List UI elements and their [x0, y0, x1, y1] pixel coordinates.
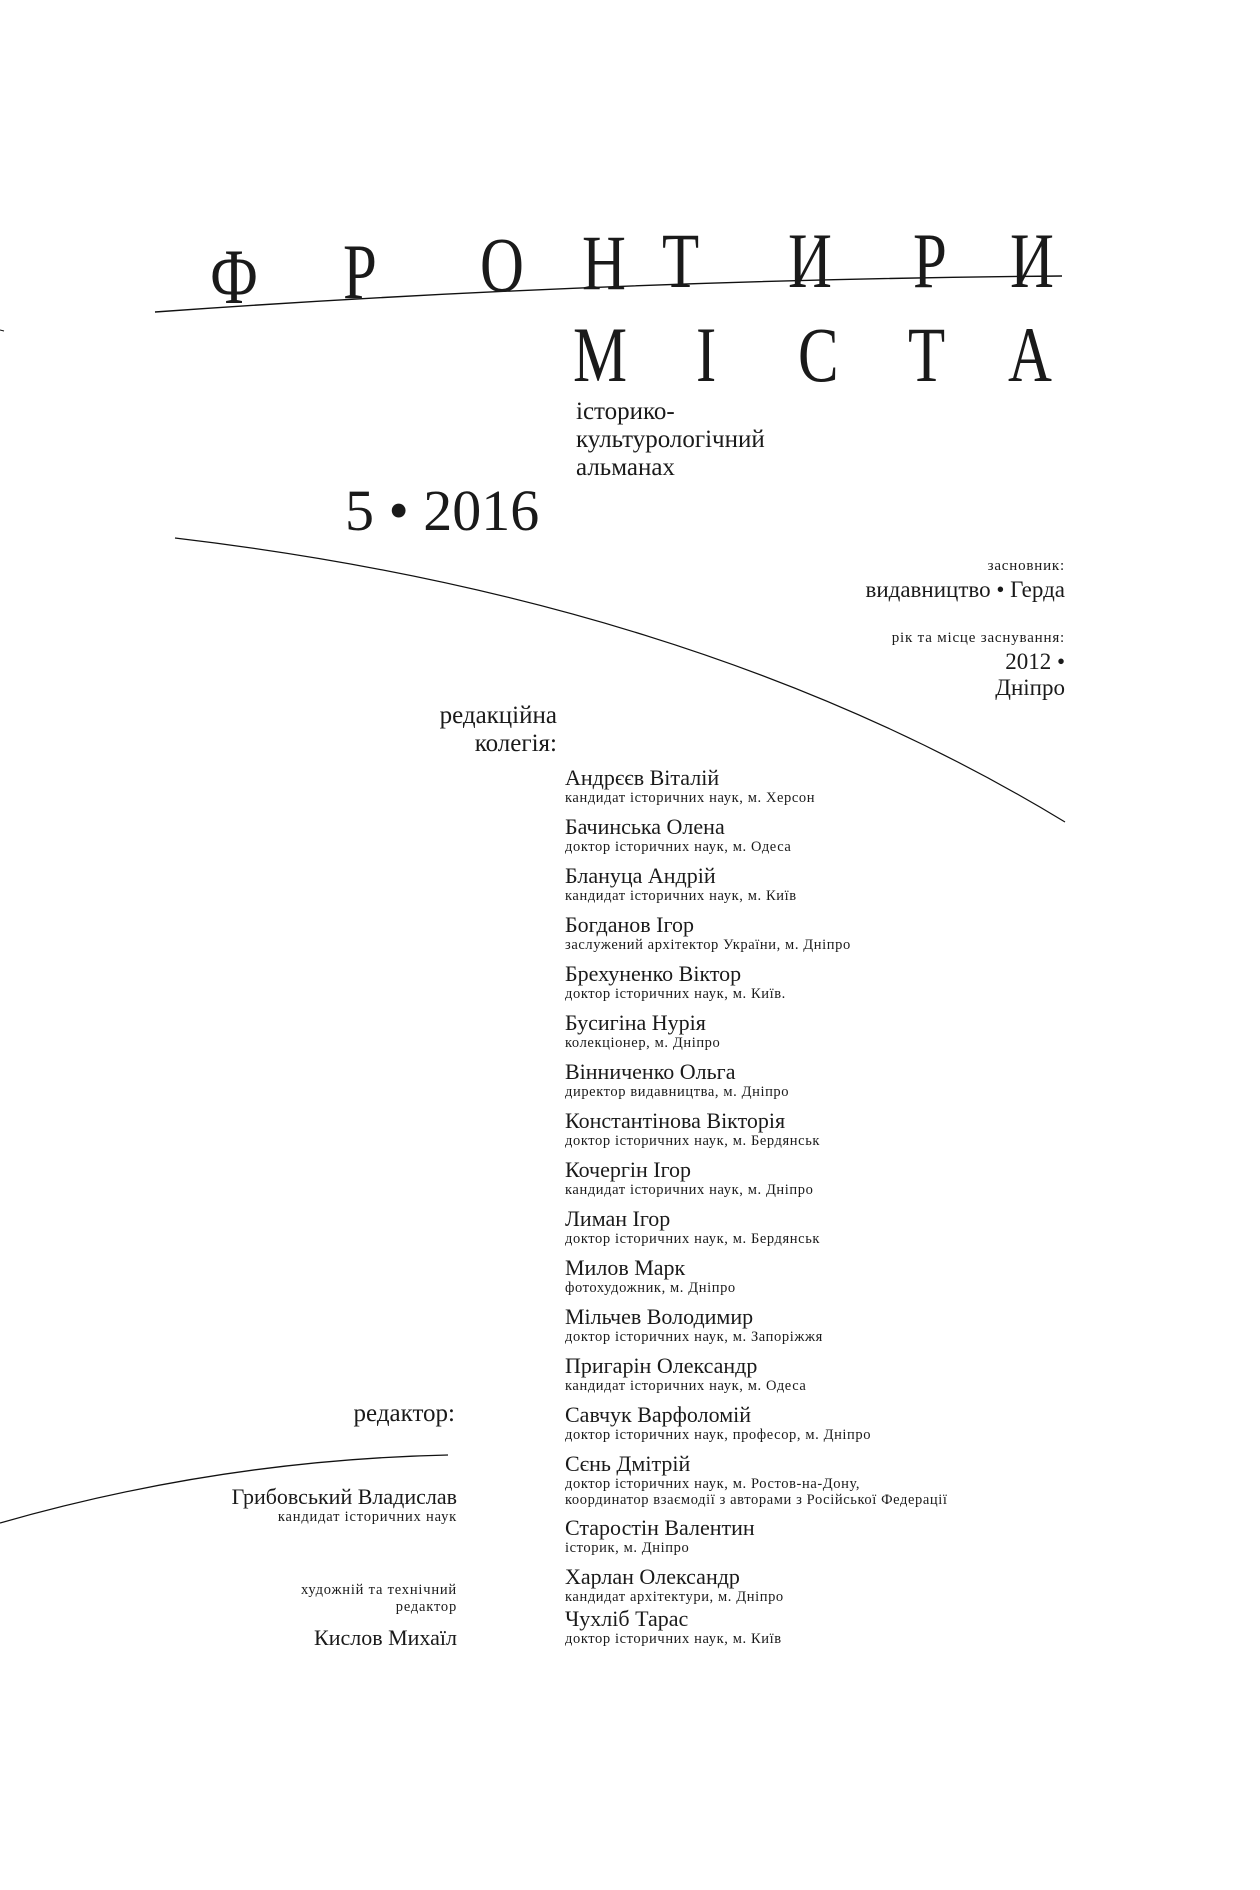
member-name: Вінниченко Ольга: [565, 1059, 736, 1084]
editorial-board-label: [440, 702, 557, 758]
list-item: [565, 1109, 1125, 1158]
member-name: Константінова Вікторія: [565, 1108, 786, 1133]
member-name: Милов Марк: [565, 1255, 686, 1280]
title-letter: С: [798, 311, 839, 398]
member-desc: доктор історичних наук, м. Бердянськ: [565, 1231, 821, 1247]
founder-block: [865, 558, 1065, 603]
established-label: рік та місце заснування:: [891, 630, 1065, 646]
member-desc: доктор історичних наук, м. Київ: [565, 1631, 782, 1647]
member-name: Андрєєв Віталій: [565, 765, 720, 790]
list-item: [565, 1607, 1125, 1656]
member-desc: доктор історичних наук, м. Запоріжжя: [565, 1329, 823, 1345]
established-block: [892, 630, 1065, 701]
member-name: Пригарін Олександр: [565, 1353, 758, 1378]
title-letter: Р: [913, 217, 947, 304]
member-desc: доктор історичних наук, м. Одеса: [565, 839, 792, 855]
member-name: Брехуненко Віктор: [565, 961, 742, 986]
title-letter: И: [1010, 217, 1054, 304]
art-editor-block: [301, 1582, 457, 1650]
member-desc: колекціонер, м. Дніпро: [565, 1035, 721, 1051]
art-editor-label-line: художній та технічний: [300, 1582, 457, 1598]
editor-name: Грибовський Владислав: [231, 1484, 457, 1509]
list-item: [565, 815, 1125, 864]
member-desc: заслужений архітектор України, м. Дніпро: [565, 937, 851, 953]
member-desc: доктор історичних наук, м. Бердянськ: [565, 1133, 821, 1149]
member-name: Чухліб Тарас: [565, 1606, 689, 1631]
title-letter: И: [788, 217, 832, 304]
art-editor-name: Кислов Михаїл: [314, 1625, 457, 1650]
list-item: [565, 864, 1125, 913]
title-letter: І: [696, 311, 717, 398]
established-city: Дніпро: [995, 675, 1065, 700]
subtitle-line: культурологічний: [576, 426, 765, 453]
list-item: [565, 1305, 1125, 1354]
subtitle-line: історико-: [576, 398, 675, 425]
title-letter: Р: [343, 228, 377, 315]
member-desc: доктор історичних наук, м. Київ.: [565, 986, 786, 1002]
title-letter: М: [573, 311, 628, 398]
editor-block: [232, 1485, 457, 1525]
list-item: [565, 766, 1125, 815]
member-desc: кандидат історичних наук, м. Київ: [565, 888, 797, 904]
title-letter: А: [1008, 311, 1052, 398]
art-editor-label-line: редактор: [395, 1599, 457, 1615]
member-name: Мільчев Володимир: [565, 1304, 754, 1329]
list-item: [565, 1403, 1125, 1452]
editorial-board-label-line: колегія:: [474, 730, 557, 757]
list-item: [565, 1207, 1125, 1256]
title-letter: Н: [582, 219, 626, 306]
subtitle: [576, 398, 765, 482]
member-name: Бачинська Олена: [565, 814, 725, 839]
member-desc: кандидат історичних наук, м. Дніпро: [565, 1182, 814, 1198]
title-letter: О: [480, 221, 524, 308]
member-desc: директор видавництва, м. Дніпро: [565, 1084, 790, 1100]
editor-desc: кандидат історичних наук: [277, 1509, 457, 1525]
established-year: 2012 •: [1005, 649, 1065, 674]
member-desc: доктор історичних наук, м. Ростов-на-Дону,: [565, 1476, 861, 1492]
list-item: [565, 913, 1125, 962]
list-item: [565, 1452, 1125, 1516]
founder-value: видавництво • Герда: [865, 577, 1065, 602]
member-desc: фотохудожник, м. Дніпро: [565, 1280, 736, 1296]
title-line-2: [573, 311, 1073, 398]
subtitle-line: альманах: [576, 454, 675, 481]
list-item: [565, 962, 1125, 1011]
member-name: Старостін Валентин: [565, 1515, 755, 1540]
member-desc: кандидат історичних наук, м. Одеса: [565, 1378, 807, 1394]
member-name: Кочергін Ігор: [565, 1157, 692, 1182]
list-item: [565, 1565, 1125, 1607]
list-item: [565, 1354, 1125, 1403]
member-desc: координатор взаємодії з авторами з Російської Федерації: [565, 1492, 948, 1508]
margin-tick: [0, 330, 4, 331]
member-name: Лиман Ігор: [565, 1206, 671, 1231]
member-name: Харлан Олександр: [565, 1564, 740, 1589]
list-item: [565, 1256, 1125, 1305]
member-desc: кандидат архітектури, м. Дніпро: [565, 1589, 784, 1605]
member-name: Богданов Ігор: [565, 912, 694, 937]
title-letter: Т: [908, 311, 946, 398]
member-name: Бусигіна Нурія: [565, 1010, 706, 1035]
member-name: Сєнь Дмітрій: [565, 1451, 691, 1476]
member-desc: кандидат історичних наук, м. Херсон: [565, 790, 816, 806]
list-item: [565, 1158, 1125, 1207]
member-name: Савчук Варфоломій: [565, 1402, 752, 1427]
editor-label: редактор:: [353, 1400, 455, 1427]
issue-number: 5 • 2016: [345, 478, 540, 543]
title-line-1: [210, 217, 1070, 320]
member-desc: доктор історичних наук, професор, м. Дніпро: [565, 1427, 872, 1443]
title-letter: Ф: [210, 233, 259, 320]
editorial-board-list: [565, 766, 1125, 1656]
member-desc: історик, м. Дніпро: [565, 1540, 690, 1556]
founder-label: засновник:: [987, 558, 1065, 574]
list-item: [565, 1516, 1125, 1565]
list-item: [565, 1060, 1125, 1109]
editorial-board-label-line: редакційна: [439, 702, 557, 729]
member-name: Блануца Андрій: [565, 863, 716, 888]
title-letter: Т: [662, 217, 700, 304]
list-item: [565, 1011, 1125, 1060]
